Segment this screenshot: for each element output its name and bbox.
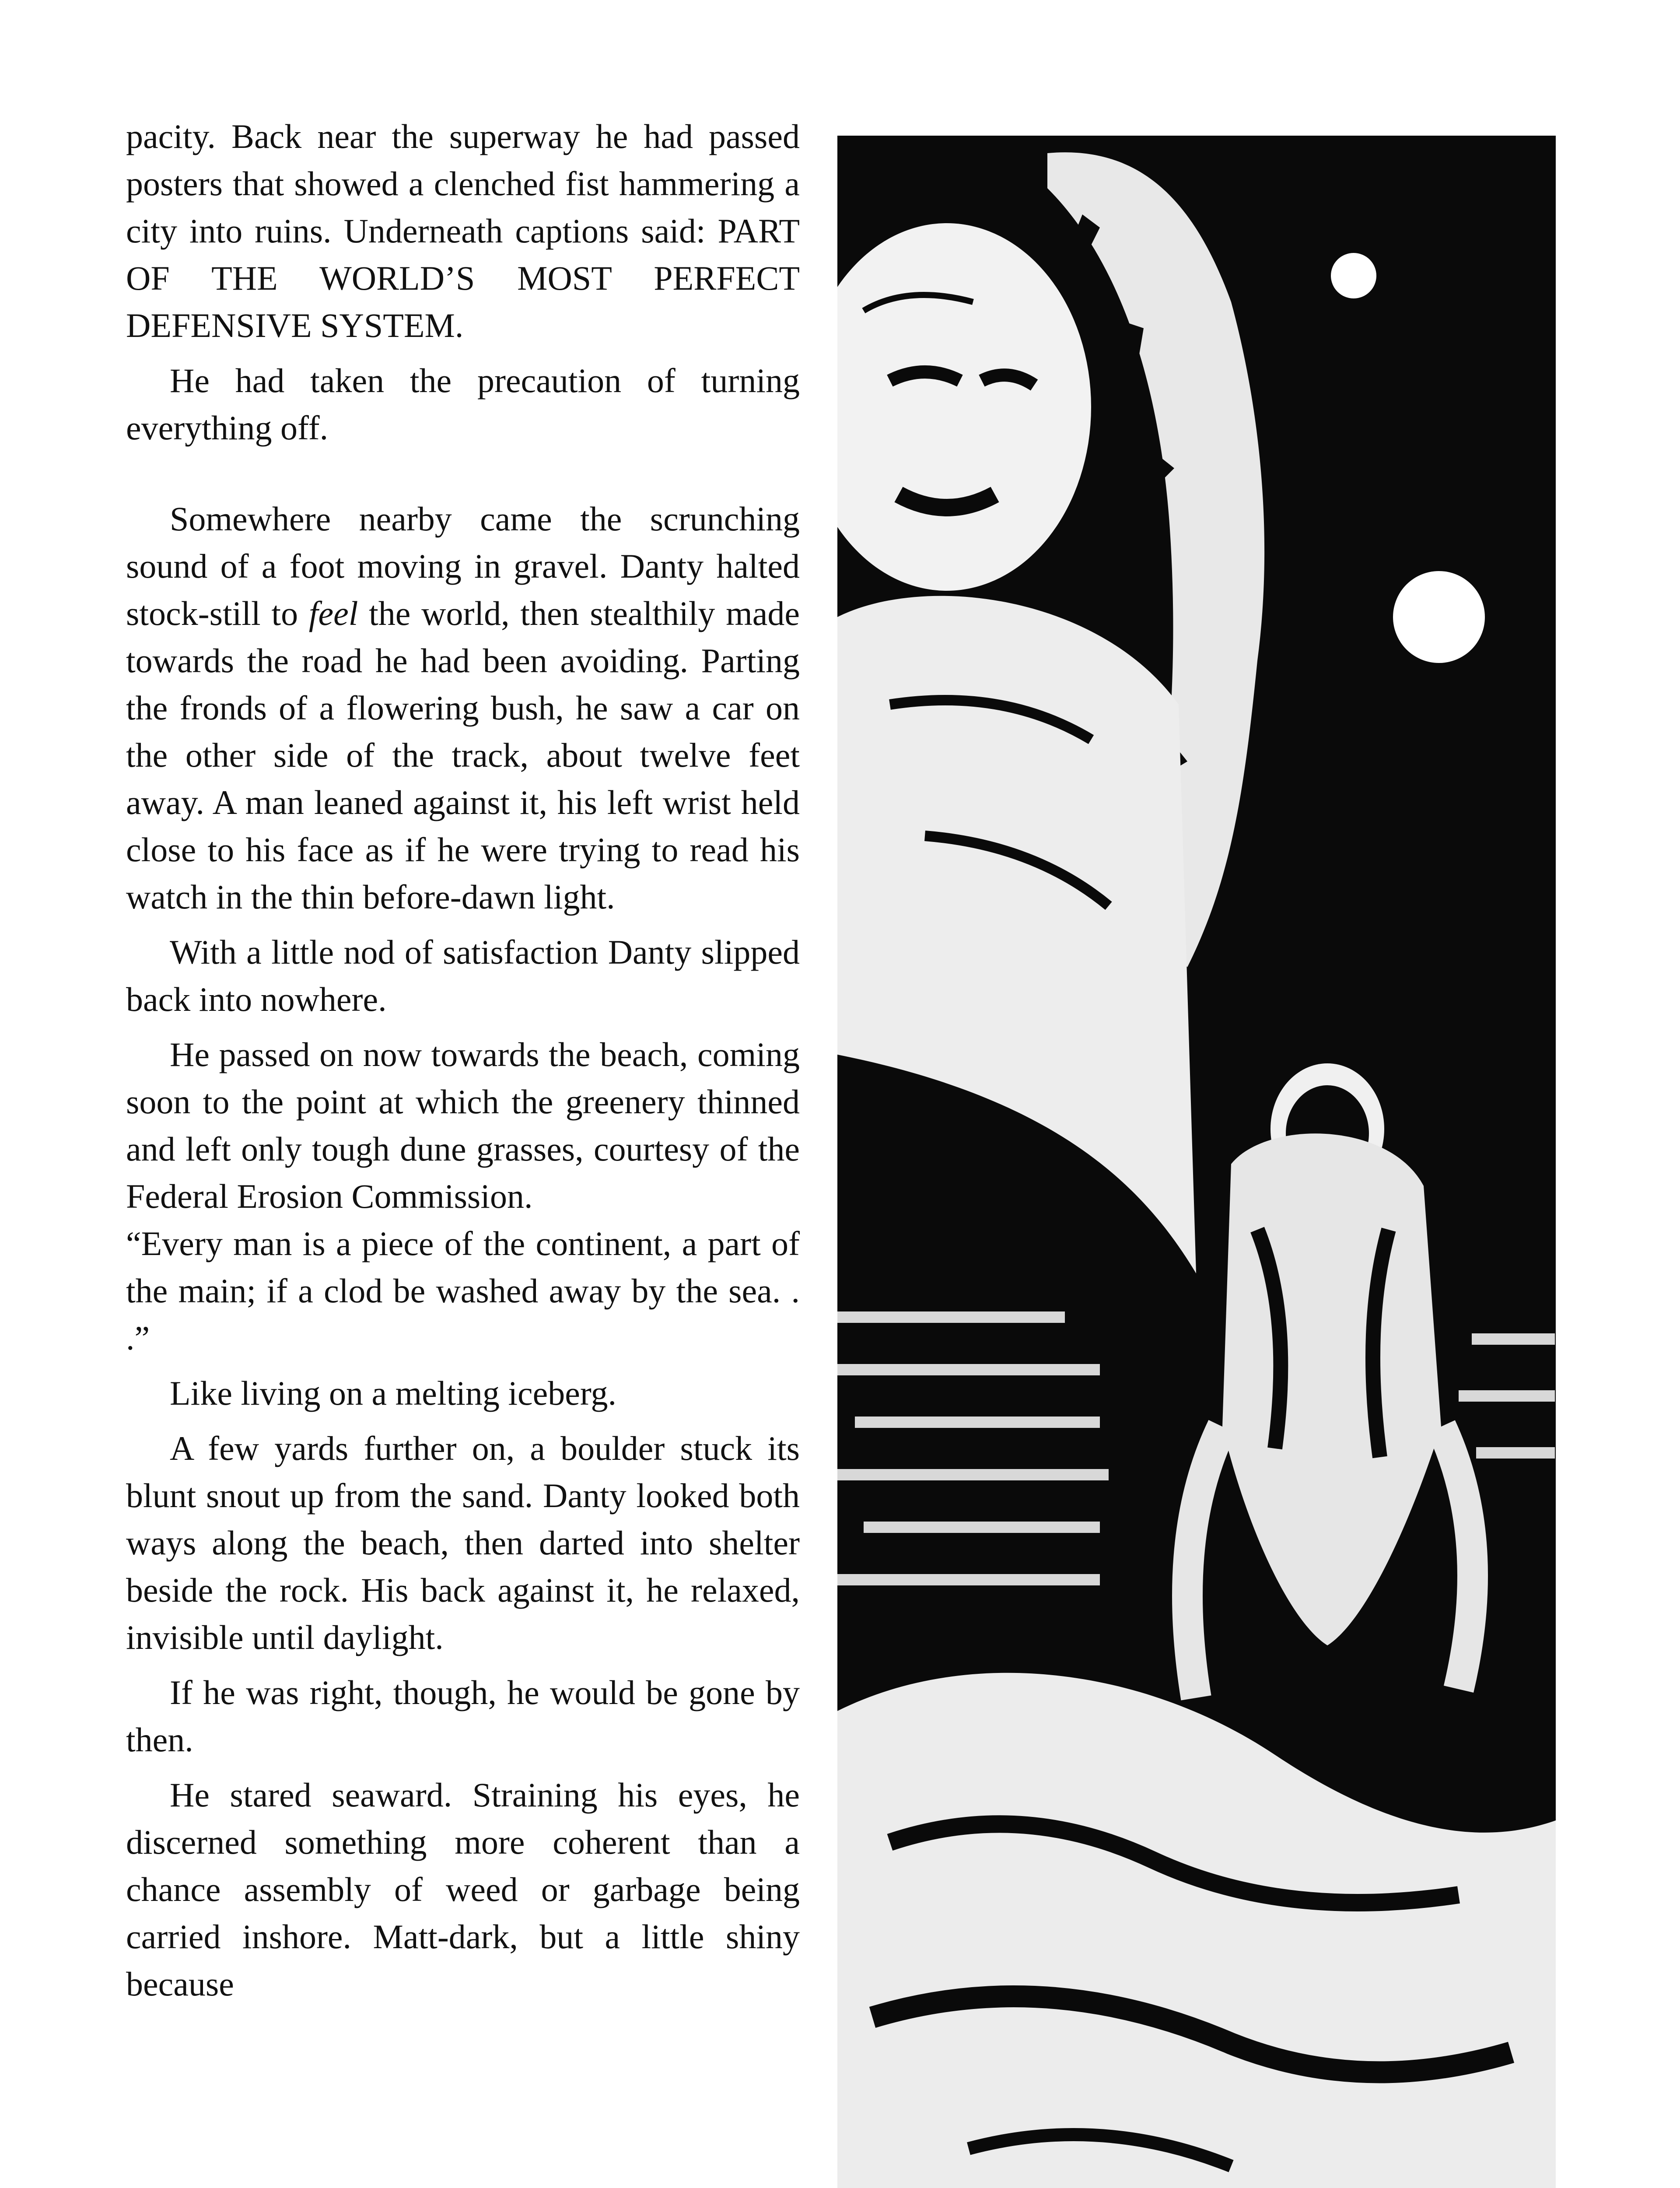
paragraph-text: the world, then stealthily made towards the road he had been avoiding. Parting the fronds of a flowering bush, he saw a car on the other side of the track, about twelve feet away. A man leaned against it, his left wrist held close to his face as if he were trying to read his watch in the thin before-dawn light. — [126, 594, 800, 916]
paragraph: He stared seaward. Straining his eyes, he discerned something more coherent than a chance assembly of weed or garbage being carried inshore. Matt-dark, but a little shiny because — [126, 1776, 800, 2003]
paragraph: pacity. Back near the superway he had passed posters that showed a clenched fist hammering a city into ruins. Underneath captions said: PART OF THE WORLD’S MOST PERFECT DEFENSIVE SYSTEM. — [126, 117, 800, 344]
paragraph-text: Somewhere nearby came the scrunching sound of a foot moving in gravel. Danty halted stock-still to — [126, 500, 800, 632]
paragraph: A few yards further on, a boulder stuck its blunt snout up from the sand. Danty looked both ways along the beach, then darted into shelter beside the rock. His back against it, he relaxed, invisible until daylight. — [126, 1429, 800, 1656]
paragraph: He had taken the precaution of turning everything off. — [126, 361, 800, 447]
paragraph: With a little nod of satisfaction Danty slipped back into nowhere. — [126, 933, 800, 1018]
quote: “Every man is a piece of the continent, a part of the main; if a clod be washed away by the sea. . .” — [126, 1224, 800, 1357]
paragraph — [126, 495, 800, 921]
illustration-artwork — [837, 136, 1556, 2188]
paragraph: If he was right, though, he would be gone by then. — [126, 1673, 800, 1759]
story-text-column — [126, 113, 800, 2016]
paragraph: He passed on now towards the beach, coming soon to the point at which the greenery thinned and left only tough dune grasses, courtesy of the Federal Erosion Commission. — [126, 1035, 800, 1215]
paragraph: Like living on a melting iceberg. — [170, 1374, 616, 1412]
italic-word: feel — [308, 594, 358, 632]
story-illustration — [837, 136, 1556, 2188]
